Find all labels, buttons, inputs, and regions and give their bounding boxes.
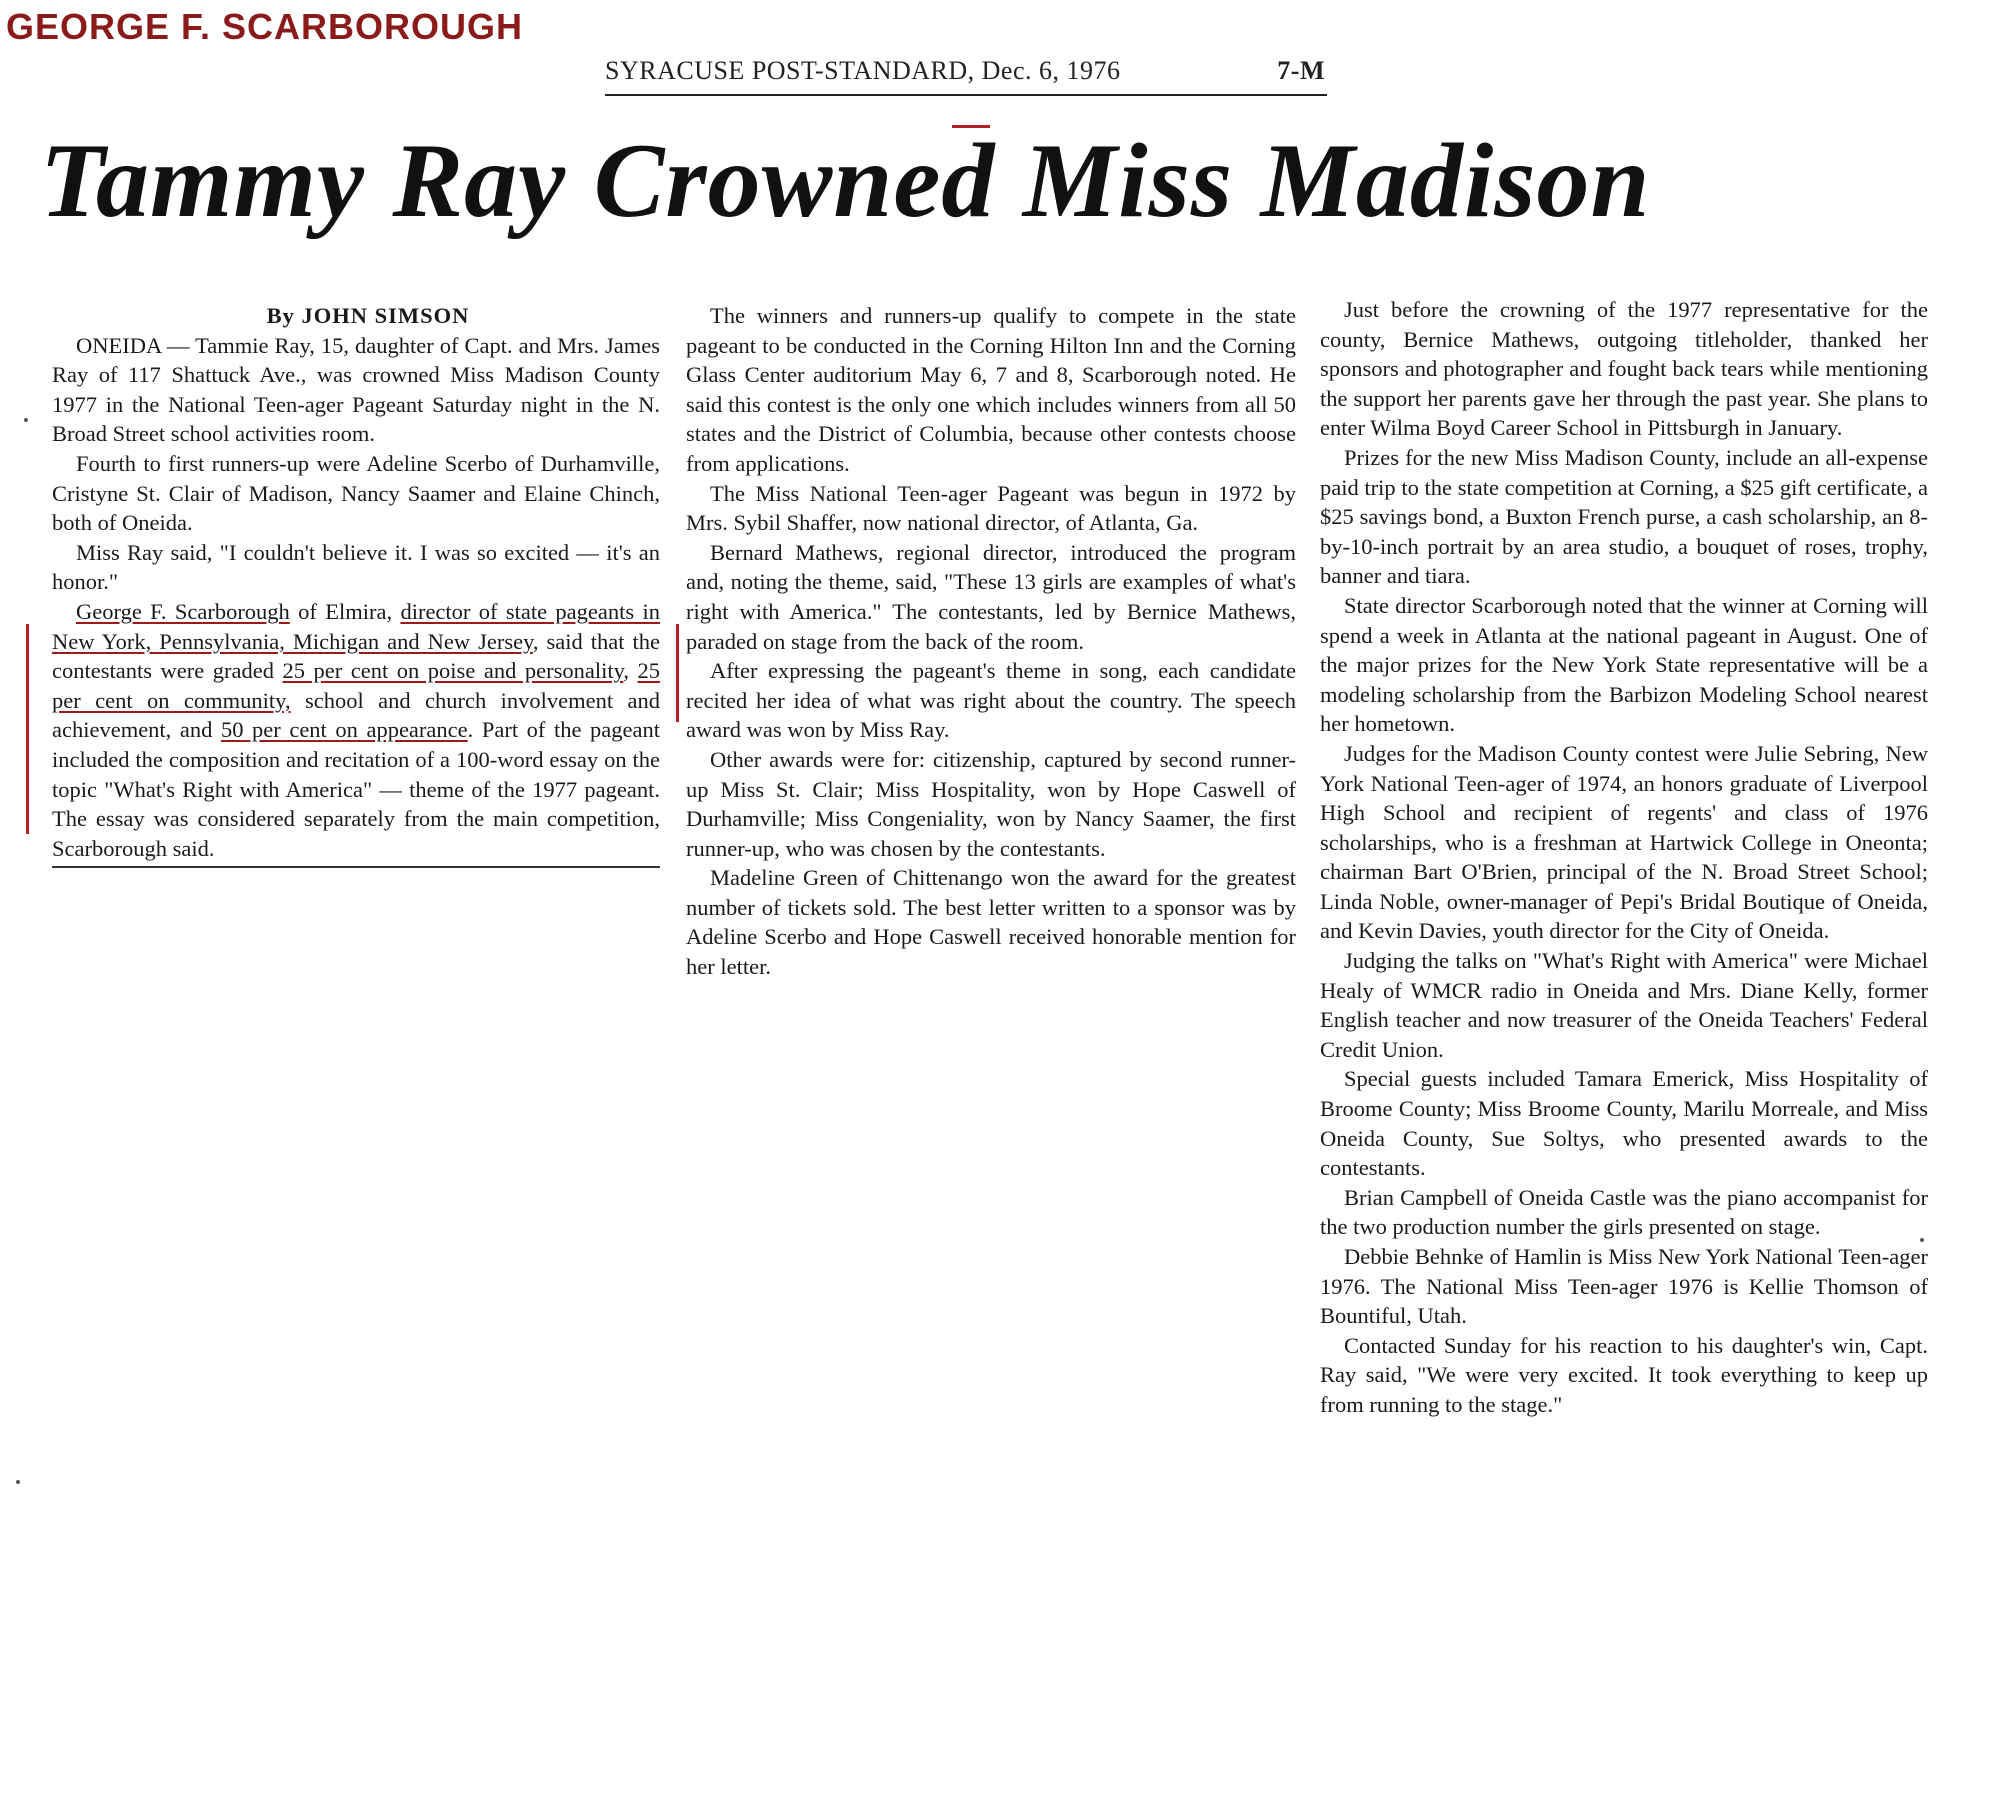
article-column-3 xyxy=(1320,295,1928,1420)
scan-speck xyxy=(24,418,28,422)
highlight-percent-community: 25 per cent on community, xyxy=(52,658,661,713)
masthead-rule xyxy=(605,94,1327,96)
article-paragraph: Bernard Mathews, regional director, introduced the program and, noting the theme, said, "These 13 girls are examples of what's right with America." The contestants, led by Bernice Mathews, paraded on stage from the back of the room. xyxy=(686,539,1296,654)
scan-speck xyxy=(16,1480,20,1484)
text-run: , said that the contestants were graded xyxy=(52,628,660,684)
article-column-2 xyxy=(686,301,1296,982)
article-paragraph: State director Scarborough noted that the winner at Corning will spend a week in Atlanta at the national pageant in August. One of the major prizes for the New York State representative will be a modeling scholarship from the Barbizon Modeling School nearest her hometown. xyxy=(1320,592,1928,737)
highlight-percent-poise: 25 per cent on poise and personality xyxy=(282,658,624,684)
article-paragraph: ONEIDA — Tammie Ray, 15, daughter of Capt. and Mrs. James Ray of 117 Shattuck Ave., was crowned Miss Madison County 1977 in the National Teen-ager Pageant Saturday night in the N. Broad Street school activities room. xyxy=(52,332,660,447)
byline: By JOHN SIMSON xyxy=(266,303,470,328)
article-paragraph: Prizes for the new Miss Madison County, include an all-expense paid trip to the state competition at Corning, a $25 gift certificate, a $25 savings bond, a Buxton French purse, a cash scholarship, an 8-by-10-inch portrait by an area studio, a bouquet of roses, trophy, banner and tiara. xyxy=(1320,444,1928,589)
clipping-label: GEORGE F. SCARBOROUGH xyxy=(6,6,524,47)
article-paragraph: The Miss National Teen-ager Pageant was begun in 1972 by Mrs. Sybil Shaffer, now national director, of Atlanta, Ga. xyxy=(686,480,1296,536)
highlight-percent-appearance: 50 per cent on appearance xyxy=(220,717,468,743)
article-paragraph: After expressing the pageant's theme in song, each candidate recited her idea of what was right about the country. The speech award was won by Miss Ray. xyxy=(686,658,1296,743)
article-paragraph: Contacted Sunday for his reaction to his daughter's win, Capt. Ray said, "We were very excited. It took everything to keep up from running to the stage." xyxy=(1320,1332,1928,1417)
article-paragraph: Special guests included Tamara Emerick, Miss Hospitality of Broome County; Miss Broome County, Marilu Morreale, and Miss Oneida County, Sue Soltys, who presented awards to the contestants. xyxy=(1320,1066,1928,1181)
annotation-bar-left xyxy=(26,624,29,834)
masthead-paper-date: SYRACUSE POST-STANDARD, Dec. 6, 1976 xyxy=(605,56,1121,85)
masthead-page-number: 7-M xyxy=(1277,56,1325,85)
text-run: school and church involvement and achievement, and xyxy=(52,687,661,743)
article-column-1 xyxy=(52,301,660,863)
annotation-bar-right xyxy=(676,624,679,722)
article-paragraph: The winners and runners-up qualify to compete in the state pageant to be conducted in the Corning Hilton Inn and the Corning Glass Center auditorium May 6, 7 and 8, Scarborough noted. He said this contest is the only one which includes winners from all 50 states and the District of Columbia, because other contests choose from applications. xyxy=(686,303,1296,476)
highlight-name: George F. Scarborough xyxy=(76,598,290,624)
article-paragraph: Judges for the Madison County contest were Julie Sebring, New York National Teen-ager of 1974, an honors graduate of Liverpool High School and recipient of regents' and class of 1976 scholarships, who is a freshman at Hartwick College in Oneonta; chairman Bart O'Brien, principal of the N. Broad Street School; Linda Noble, owner-manager of Pepi's Bridal Boutique of Oneida, and Kevin Davies, youth director for the City of Oneida. xyxy=(1320,740,1928,944)
column-end-rule xyxy=(52,866,660,868)
article-paragraph: Just before the crowning of the 1977 representative for the county, Bernice Mathews, outgoing titleholder, thanked her sponsors and photographer and fought back tears while mentioning the support her parents gave her through the past year. She plans to enter Wilma Boyd Career School in Pittsburgh in January. xyxy=(1320,297,1928,441)
article-paragraph: Judging the talks on "What's Right with America" were Michael Healy of WMCR radio in Oneida and Mrs. Diane Kelly, former English teacher and now treasurer of the Oneida Teachers' Federal Credit Union. xyxy=(1320,948,1928,1062)
article-paragraph: Madeline Green of Chittenango won the award for the greatest number of tickets sold. The best letter written to a sponsor was by Adeline Scerbo and Hope Caswell received honorable mention for her letter. xyxy=(686,865,1296,980)
masthead xyxy=(605,56,1325,86)
article-paragraph: Other awards were for: citizenship, captured by second runner-up Miss St. Clair; Miss Hospitality, won by Hope Caswell of Durhamville; Miss Congeniality, won by Nancy Saamer, the first runner-up, who was chosen by the contestants. xyxy=(686,746,1296,861)
article-paragraph-highlighted xyxy=(52,597,660,863)
article-paragraph: Miss Ray said, "I couldn't believe it. I was so excited — it's an honor." xyxy=(52,539,660,595)
text-run: , xyxy=(623,658,638,684)
highlight-title: director of state pageants in New York, Pennsylvania, Michigan and New Jersey xyxy=(52,598,660,654)
text-run: . Part of the pageant included the composition and recitation of a 100-word essay on the topic "What's Right with America" — theme of the 1977 pageant. The essay was considered separately from the main competition, Scarborough said. xyxy=(52,717,660,861)
article-paragraph: Brian Campbell of Oneida Castle was the piano accompanist for the two production number the girls presented on stage. xyxy=(1320,1184,1928,1240)
headline: Tammy Ray Crowned Miss Madison xyxy=(40,122,1651,239)
text-run: of Elmira, xyxy=(289,598,401,624)
scan-speck xyxy=(1920,1238,1924,1242)
article-paragraph: Fourth to first runners-up were Adeline Scerbo of Durhamville, Cristyne St. Clair of Madison, Nancy Saamer and Elaine Chinch, both of Oneida. xyxy=(52,450,660,536)
article-paragraph: Debbie Behnke of Hamlin is Miss New York National Teen-ager 1976. The National Miss Teen-ager 1976 is Kellie Thomson of Bountiful, Utah. xyxy=(1320,1244,1928,1329)
